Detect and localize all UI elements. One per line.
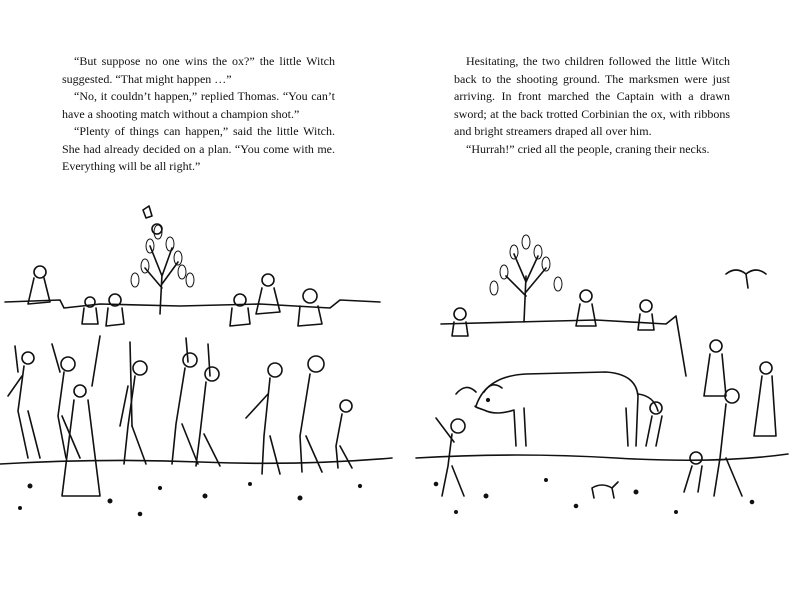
right-text-block bbox=[454, 53, 730, 158]
marksmen-procession-illustration bbox=[0, 196, 396, 536]
paragraph: “Plenty of things can happen,” said the little Witch. She had already decided on a plan. “You come with me. Everything will be all right.” bbox=[62, 124, 335, 173]
paragraph: Hesitating, the two children followed the little Witch back to the shooting ground. The marksmen were just arriving. In front marched the Captain with a drawn sword; at the back trotted Corbinian the ox, with ribbons and bright streamers draped all over him. bbox=[454, 54, 730, 138]
paragraph: “No, it couldn’t happen,” replied Thomas. “You can’t have a shooting match without a champion shot.” bbox=[62, 89, 335, 121]
paragraph: “But suppose no one wins the ox?” the little Witch suggested. “That might happen …” bbox=[62, 54, 335, 86]
right-page bbox=[396, 0, 792, 612]
ox-and-crowd-illustration bbox=[396, 196, 792, 536]
paragraph: “Hurrah!” cried all the people, craning their necks. bbox=[466, 141, 710, 156]
left-text-block bbox=[62, 53, 335, 176]
